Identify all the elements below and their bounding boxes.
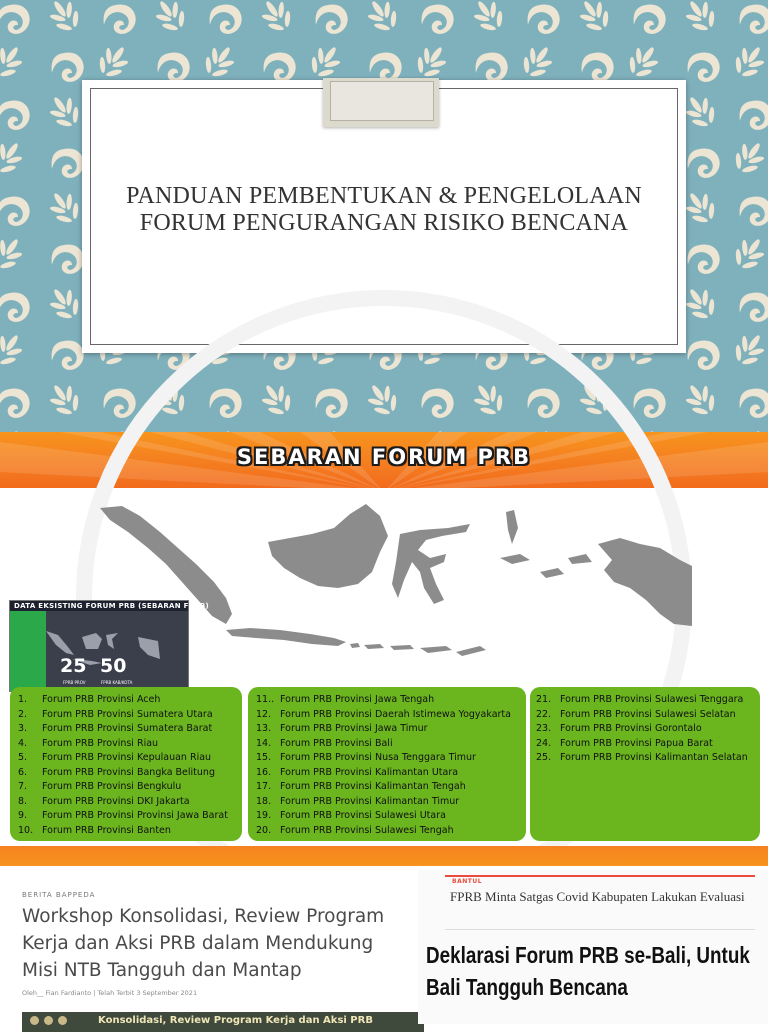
forum-list-2-items	[256, 693, 526, 838]
news-right-big-headline[interactable]: Deklarasi Forum PRB se-Bali, Untuk Bali Tangguh Bencana	[426, 942, 750, 1000]
forum-list-item	[18, 795, 242, 810]
forum-list-item-number: 11..	[256, 694, 275, 705]
forum-list-item	[256, 751, 526, 766]
existing-data-inset	[9, 600, 210, 692]
title-slide	[0, 0, 768, 432]
forum-list-item	[18, 824, 242, 839]
forum-list-item-label: Forum PRB Provinsi Bali	[280, 737, 393, 749]
forum-list-item	[256, 824, 526, 839]
forum-list-item	[256, 708, 526, 723]
forum-list-item	[536, 751, 760, 766]
news-left-image-caption: Konsolidasi, Review Program Kerja dan Aksi PRB	[98, 1015, 373, 1026]
forum-list-item	[18, 693, 242, 708]
forum-list-item-number: 13.	[256, 723, 272, 734]
news-left-category[interactable]: BERITA BAPPEDA	[22, 891, 96, 899]
forum-list-item-label: Forum PRB Provinsi Daerah Istimewa Yogyakarta	[280, 708, 511, 720]
forum-list-item-number: 6.	[18, 766, 28, 778]
forum-list-item-label: Forum PRB Provinsi Kalimantan Utara	[280, 766, 459, 778]
forum-list-1	[10, 687, 242, 841]
forum-list-2	[248, 687, 526, 841]
forum-list-item	[18, 708, 242, 723]
forum-list-item-number: 20.	[256, 824, 272, 836]
forum-list-item-label: Forum PRB Provinsi Sulawesi Tenggara	[560, 694, 744, 705]
forum-list-item	[256, 809, 526, 824]
forum-list-item-number: 14.	[256, 737, 272, 749]
inset-caption-prov: FPRB PROV	[63, 680, 86, 685]
title-card-tab-inner	[330, 81, 434, 121]
forum-list-item-number: 17.	[256, 781, 272, 792]
forum-list-item-number: 8.	[18, 795, 28, 807]
forum-list-item	[536, 693, 760, 708]
forum-list-item	[256, 722, 526, 737]
forum-list-item-label: Forum PRB Provinsi Sulawesi Utara	[280, 810, 446, 821]
forum-list-item	[256, 737, 526, 752]
forum-list-item-number: 10.	[18, 824, 34, 836]
forum-list-item	[536, 722, 760, 737]
forum-list-item-label: Forum PRB Provinsi Aceh	[42, 694, 161, 705]
forum-list-item-label: Forum PRB Provinsi Jawa Timur	[280, 723, 428, 734]
inset-graphic	[10, 601, 188, 691]
forum-list-item-label: Forum PRB Provinsi Kalimantan Selatan	[560, 752, 748, 763]
slide-title	[92, 183, 676, 237]
forum-list-item-number: 7.	[18, 781, 28, 792]
forum-list-item	[256, 795, 526, 810]
inset-count-prov: 25	[60, 655, 87, 677]
slide-title-line-1: PANDUAN PEMBENTUKAN & PENGELOLAAN	[126, 183, 642, 209]
forum-list-item-number: 24.	[536, 737, 552, 749]
inset-caption-kab: FPRB KAB/KOTA	[101, 680, 133, 685]
forum-list-item	[536, 737, 760, 752]
forum-list-item-label: Forum PRB Provinsi Bangka Belitung	[42, 766, 215, 778]
forum-list-item	[18, 751, 242, 766]
forum-list-item	[536, 708, 760, 723]
forum-list-item-label: Forum PRB Provinsi Bengkulu	[42, 781, 182, 792]
news-right-headline[interactable]: FPRB Minta Satgas Covid Kabupaten Lakukan Evaluasi	[450, 889, 745, 904]
forum-list-item-number: 2.	[18, 708, 28, 720]
forum-list-item-label: Forum PRB Provinsi Riau	[42, 737, 159, 749]
news-right-accent-line	[445, 875, 755, 877]
inset-title: DATA EKSISTING FORUM PRB (SEBARAN FPRB)	[14, 602, 210, 610]
banner-title: SEBARAN FORUM PRB	[236, 445, 532, 469]
forum-list-3	[530, 687, 760, 841]
forum-list-item-number: 16.	[256, 766, 272, 778]
avatar-dot	[30, 1016, 39, 1025]
forum-list-item-number: 12.	[256, 708, 272, 720]
forum-list-item-label: Forum PRB Provinsi Sulawesi Selatan	[560, 708, 736, 720]
forum-list-item-number: 3.	[18, 723, 28, 734]
forum-list-item-number: 23.	[536, 723, 552, 734]
news-left-meta: Oleh__ Fian Fardianto | Telah Terbit 3 September 2021	[22, 989, 198, 997]
forum-list-1-items	[18, 693, 242, 838]
forum-list-item	[18, 737, 242, 752]
news-left-headline[interactable]: Workshop Konsolidasi, Review Program Kerja dan Aksi PRB dalam Mendukung Misi NTB Tangguh dan Mantap	[22, 906, 385, 981]
avatar-dot	[58, 1016, 67, 1025]
forum-list-item-label: Forum PRB Provinsi Sumatera Barat	[42, 723, 213, 734]
forum-list-item-label: Forum PRB Provinsi Provinsi Jawa Barat	[42, 810, 228, 821]
forum-list-item	[18, 722, 242, 737]
forum-list-item-number: 21.	[536, 694, 552, 705]
forum-list-item-label: Forum PRB Provinsi Kepulauan Riau	[42, 752, 212, 763]
forum-list-item	[256, 693, 526, 708]
forum-list-item	[18, 809, 242, 824]
bottom-band	[0, 846, 768, 866]
forum-list-item-label: Forum PRB Provinsi Kalimantan Timur	[280, 795, 460, 807]
forum-list-item-label: Forum PRB Provinsi Banten	[42, 824, 171, 836]
avatar-dot	[44, 1016, 53, 1025]
title-card-tab	[323, 78, 439, 127]
news-section	[0, 866, 768, 1024]
forum-list-item-label: Forum PRB Provinsi Jawa Tengah	[280, 694, 435, 705]
forum-list-item-label: Forum PRB Provinsi Sumatera Utara	[42, 708, 213, 720]
forum-list-item-number: 1.	[18, 694, 28, 705]
news-right-category[interactable]: BANTUL	[452, 878, 483, 885]
forum-list-item-number: 9.	[18, 810, 28, 821]
forum-list-item-number: 22.	[536, 708, 552, 720]
slide-title-line-2: FORUM PENGURANGAN RISIKO BENCANA	[139, 210, 629, 236]
forum-list-item-number: 18.	[256, 795, 272, 807]
forum-list-item-label: Forum PRB Provinsi Sulawesi Tengah	[280, 824, 454, 836]
news-right-divider	[445, 929, 755, 930]
forum-list-item-label: Forum PRB Provinsi Papua Barat	[560, 737, 713, 749]
inset-count-kab: 50	[100, 655, 127, 677]
forum-list-item	[256, 766, 526, 781]
forum-list-item-label: Forum PRB Provinsi Gorontalo	[560, 723, 702, 734]
forum-list-item	[18, 766, 242, 781]
forum-list-item-number: 15.	[256, 752, 272, 763]
forum-list-item-label: Forum PRB Provinsi Nusa Tenggara Timur	[280, 752, 476, 763]
forum-list-item	[256, 780, 526, 795]
forum-list-item-label: Forum PRB Provinsi DKI Jakarta	[42, 795, 190, 807]
forum-list-item-number: 19.	[256, 810, 272, 821]
distribution-slide	[0, 432, 768, 866]
forum-list-item-number: 4.	[18, 737, 28, 749]
forum-list-item-number: 25.	[536, 752, 552, 763]
forum-list-item-label: Forum PRB Provinsi Kalimantan Tengah	[280, 781, 466, 792]
forum-list-item-number: 5.	[18, 752, 28, 763]
news-left-image[interactable]	[22, 1012, 424, 1032]
forum-list-3-items	[536, 693, 760, 766]
forum-list-item	[18, 780, 242, 795]
